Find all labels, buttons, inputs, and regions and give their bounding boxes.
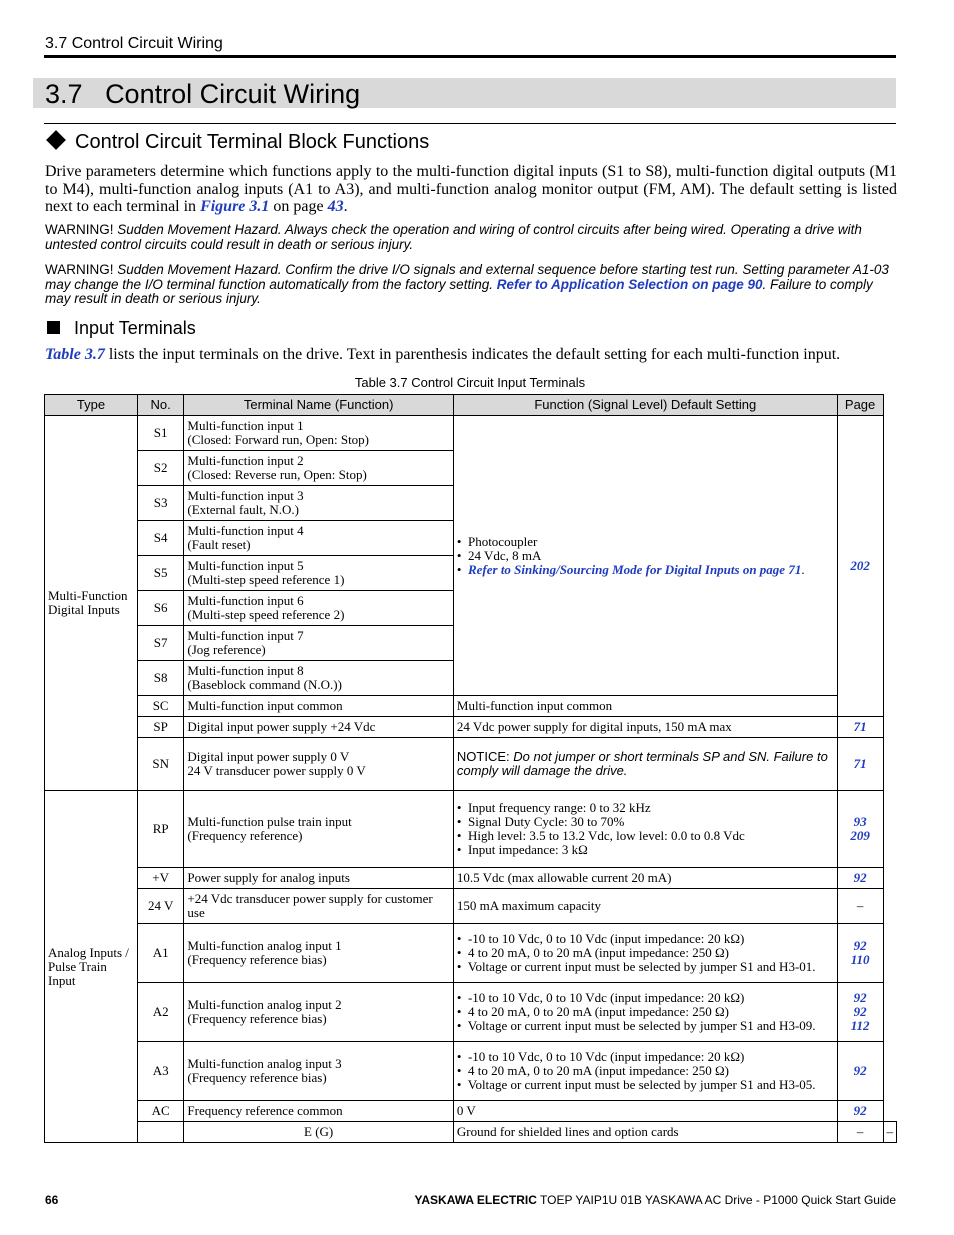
- table-row: [45, 983, 897, 1042]
- input-terminals-title: Input Terminals: [74, 318, 196, 338]
- section-title: [45, 79, 360, 110]
- type-cell: Multi-Function Digital Inputs: [45, 416, 138, 791]
- page-link[interactable]: 202: [850, 558, 870, 573]
- terminal-no: AC: [137, 1101, 183, 1122]
- page-cell: [837, 738, 883, 791]
- function-bullet: • Refer to Sinking/Sourcing Mode for Digital Inputs on page 71.: [456, 561, 805, 577]
- function-cell: [453, 983, 837, 1042]
- terminal-no: S7: [137, 626, 183, 661]
- function-bullet: • 4 to 20 mA, 0 to 20 mA (input impedance: 250 Ω): [456, 1004, 729, 1019]
- subsection-title: Control Circuit Terminal Block Functions: [75, 131, 430, 153]
- function-bullet: • 4 to 20 mA, 0 to 20 mA (input impedance: 250 Ω): [456, 1063, 729, 1078]
- terminal-no: A1: [137, 924, 183, 983]
- terminal-name: Multi-function pulse train input (Frequency reference): [184, 791, 454, 868]
- terminal-name-line: Multi-function input 1: [187, 418, 304, 433]
- page-cell: [837, 924, 883, 983]
- terminal-name: Multi-function input 2 (Closed: Reverse run, Open: Stop): [184, 451, 454, 486]
- table-row: [45, 696, 897, 717]
- terminal-name: Frequency reference common: [184, 1101, 454, 1122]
- function-bullet: • Signal Duty Cycle: 30 to 70%: [456, 814, 625, 829]
- terminal-no: S2: [137, 451, 183, 486]
- warning-label: WARNING!: [45, 222, 114, 237]
- terminal-no: A3: [137, 1042, 183, 1101]
- figure-link[interactable]: Figure 3.1: [200, 198, 270, 215]
- application-selection-link[interactable]: Refer to Application Selection on page 90: [496, 276, 763, 292]
- digital-input-function: [453, 416, 837, 696]
- terminal-no: S8: [137, 661, 183, 696]
- page-cell: [837, 416, 883, 717]
- terminal-name: Digital input power supply 0 V 24 V transducer power supply 0 V: [184, 738, 454, 791]
- column-header: Function (Signal Level) Default Setting: [453, 395, 837, 416]
- function-bullet: • Input impedance: 3 kΩ: [456, 842, 588, 857]
- table-row: [45, 1122, 897, 1143]
- terminal-name: Ground for shielded lines and option cards: [453, 1122, 837, 1143]
- intro-text-b: on page: [269, 198, 328, 215]
- function-bullet: • 4 to 20 mA, 0 to 20 mA (input impedance: 250 Ω): [456, 945, 729, 960]
- terminal-no: SC: [137, 696, 183, 717]
- intro-text: Drive parameters determine which functions apply to the multi-function digital inputs (S1 to S8), multi-function digital outputs (M1 to M4), multi-function analog inputs (A1 to A3), and multi-function analog monitor output (FM, AM). The default setting is listed next to each terminal in: [45, 163, 897, 215]
- function-cell: 150 mA maximum capacity: [453, 889, 837, 924]
- terminal-name: Multi-function analog input 3 (Frequency reference bias): [184, 1042, 454, 1101]
- type-cell: Analog Inputs / Pulse Train Input: [45, 791, 138, 1143]
- function-bullet: • 24 Vdc, 8 mA: [456, 547, 542, 563]
- terminal-no: S4: [137, 521, 183, 556]
- page-link[interactable]: 209: [850, 828, 870, 843]
- function-bullet: • Voltage or current input must be selected by jumper S1 and H3-05.: [456, 1077, 816, 1092]
- column-header: Page: [837, 395, 883, 416]
- table-row: [45, 1101, 897, 1122]
- running-head: 3.7 Control Circuit Wiring: [45, 35, 223, 52]
- terminal-name: Multi-function input 8 (Baseblock command (N.O.)): [184, 661, 454, 696]
- figure-page-link[interactable]: 43: [327, 198, 344, 215]
- warning-text-after: . Failure to comply may result in death or serious injury.: [45, 276, 873, 306]
- subsection-heading: [45, 131, 429, 154]
- terminal-name: +24 Vdc transducer power supply for customer use: [184, 889, 454, 924]
- page-link[interactable]: 71: [853, 756, 867, 771]
- function-bullet: • Voltage or current input must be selected by jumper S1 and H3-01.: [456, 959, 816, 974]
- section-title-text: Control Circuit Wiring: [105, 79, 361, 109]
- function-bullet: • Voltage or current input must be selected by jumper S1 and H3-09.: [456, 1018, 816, 1033]
- column-header: No.: [137, 395, 183, 416]
- table-row: [45, 924, 897, 983]
- function-cell: Multi-function input common: [453, 696, 837, 717]
- terminal-name: Multi-function analog input 1 (Frequency reference bias): [184, 924, 454, 983]
- terminal-no: SN: [137, 738, 183, 791]
- page-cell: [837, 868, 883, 889]
- terminal-name: Multi-function analog input 2 (Frequency reference bias): [184, 983, 454, 1042]
- terminal-no: RP: [137, 791, 183, 868]
- warning-text: Sudden Movement Hazard. Confirm the drive I/O signals and external sequence before starting test run. Setting parameter A1-03 may change the I/O terminal function automatically from the factory setting.: [45, 262, 889, 292]
- intro-paragraph: [45, 163, 897, 216]
- terminal-no: E (G): [184, 1122, 454, 1143]
- page-link[interactable]: 92: [853, 1103, 867, 1118]
- page-link[interactable]: 92: [853, 1063, 867, 1078]
- terminal-name: [184, 416, 454, 451]
- page-cell: –: [883, 1122, 897, 1143]
- page-link[interactable]: 112: [850, 1018, 870, 1033]
- input-terminals-paragraph: [45, 346, 897, 364]
- table-row: [45, 889, 897, 924]
- page-link[interactable]: 92: [853, 990, 867, 1005]
- notice-cell: [453, 738, 837, 791]
- warning-text: Sudden Movement Hazard. Always check the operation and wiring of control circuits after being wired. Operating a drive with untested control circuits could result in death or serious injury.: [45, 222, 862, 252]
- table-link[interactable]: Table 3.7: [45, 346, 105, 363]
- page-cell: [837, 1101, 883, 1122]
- function-bullet: • Input frequency range: 0 to 32 kHz: [456, 800, 651, 815]
- table-row: [45, 416, 897, 451]
- page-cell: –: [837, 889, 883, 924]
- warning-2: [45, 263, 897, 307]
- terminal-name: Digital input power supply +24 Vdc: [184, 717, 454, 738]
- page-cell: [837, 1042, 883, 1101]
- table-row: [45, 738, 897, 791]
- terminal-no: +V: [137, 868, 183, 889]
- terminal-name: Multi-function input common: [184, 696, 454, 717]
- page-cell: [837, 983, 883, 1042]
- diamond-bullet-icon: [46, 130, 66, 150]
- page-link[interactable]: 93: [853, 814, 867, 829]
- terminal-no: A2: [137, 983, 183, 1042]
- column-header: Type: [45, 395, 138, 416]
- terminal-no: S5: [137, 556, 183, 591]
- terminal-no: S6: [137, 591, 183, 626]
- footer-brand: YASKAWA ELECTRIC: [414, 1193, 537, 1207]
- sinking-sourcing-link[interactable]: Refer to Sinking/Sourcing Mode for Digital Inputs on page 71: [467, 561, 802, 577]
- warning-label: WARNING!: [45, 262, 114, 277]
- function-cell: 10.5 Vdc (max allowable current 20 mA): [453, 868, 837, 889]
- function-cell: 24 Vdc power supply for digital inputs, 150 mA max: [453, 717, 837, 738]
- terminal-default: (Closed: Forward run, Open: Stop): [187, 432, 370, 447]
- page-cell: [837, 791, 883, 868]
- function-cell: 0 V: [453, 1101, 837, 1122]
- page-link[interactable]: 92: [853, 938, 867, 953]
- column-header: Terminal Name (Function): [184, 395, 454, 416]
- terminal-name: Multi-function input 4 (Fault reset): [184, 521, 454, 556]
- table-row: [45, 868, 897, 889]
- intro-text-c: .: [343, 198, 348, 215]
- function-cell: [453, 1042, 837, 1101]
- page-link[interactable]: 92: [853, 870, 867, 885]
- function-bullet: • Photocoupler: [456, 533, 538, 549]
- page-link[interactable]: 71: [853, 719, 867, 734]
- terminal-name: Multi-function input 6 (Multi-step speed reference 2): [184, 591, 454, 626]
- function-bullet: • High level: 3.5 to 13.2 Vdc, low level: 0.0 to 0.8 Vdc: [456, 828, 745, 843]
- page-link[interactable]: 110: [850, 952, 870, 967]
- function-bullet: • -10 to 10 Vdc, 0 to 10 Vdc (input impedance: 20 kΩ): [456, 1049, 745, 1064]
- terminal-no: S3: [137, 486, 183, 521]
- input-terminals-heading: [45, 318, 196, 339]
- terminal-no: S1: [137, 416, 183, 451]
- section-number: 3.7: [45, 79, 83, 109]
- type-cell-empty: [137, 1122, 183, 1143]
- notice-text: Do not jumper or short terminals SP and SN. Failure to comply will damage the drive.: [456, 749, 828, 778]
- page-cell: [837, 717, 883, 738]
- table-row: [45, 717, 897, 738]
- footer-doc: TOEP YAIP1U 01B YASKAWA AC Drive - P1000 Quick Start Guide: [536, 1193, 896, 1207]
- terminal-name: Multi-function input 7 (Jog reference): [184, 626, 454, 661]
- footer-doc-title: [414, 1193, 896, 1207]
- terminal-name: Power supply for analog inputs: [184, 868, 454, 889]
- page-number: 66: [45, 1193, 59, 1207]
- function-cell: [453, 924, 837, 983]
- input-terminals-table: [44, 394, 897, 1143]
- table-header-row: [45, 395, 897, 416]
- function-bullet: • -10 to 10 Vdc, 0 to 10 Vdc (input impedance: 20 kΩ): [456, 931, 745, 946]
- table-caption: Table 3.7 Control Circuit Input Terminals: [354, 375, 586, 390]
- input-terminals-text: lists the input terminals on the drive. Text in parenthesis indicates the default setting for each multi-function input.: [104, 346, 841, 363]
- warning-1: [45, 223, 897, 252]
- function-cell: –: [837, 1122, 883, 1143]
- terminal-name: Multi-function input 3 (External fault, N.O.): [184, 486, 454, 521]
- page-link[interactable]: 92: [853, 1004, 867, 1019]
- terminal-no: 24 V: [137, 889, 183, 924]
- header-rule: [44, 55, 896, 58]
- function-cell: [453, 791, 837, 868]
- notice-label: NOTICE:: [456, 749, 510, 764]
- section-rule: [44, 123, 896, 124]
- function-bullet: • -10 to 10 Vdc, 0 to 10 Vdc (input impedance: 20 kΩ): [456, 990, 745, 1005]
- table-row: [45, 1042, 897, 1101]
- table-row: [45, 791, 897, 868]
- terminal-no: SP: [137, 717, 183, 738]
- terminal-name: Multi-function input 5 (Multi-step speed reference 1): [184, 556, 454, 591]
- square-bullet-icon: [47, 321, 60, 334]
